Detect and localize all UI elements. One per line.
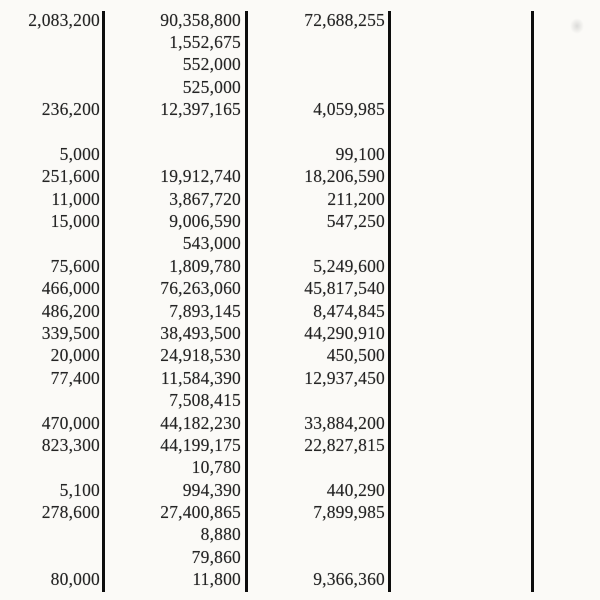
table-row [0,434,600,456]
amount-cell-col1: 77,400 [50,367,100,388]
amount-cell-col3 [241,120,385,142]
amount-cell-col1 [0,232,100,254]
amount-cell-col2: 44,182,230 [160,412,241,433]
amount-cell-col3: 4,059,985 [313,99,385,120]
amount-cell-col1: 470,000 [41,412,100,433]
amount-cell-col3 [241,523,385,545]
amount-cell-col2: 27,400,865 [160,502,241,523]
amount-cell-col2: 44,199,175 [160,434,241,455]
amount-cell-col2: 90,358,800 [160,9,241,30]
table-row [0,389,600,411]
table-row [0,568,600,590]
amount-cell-col3: 440,290 [326,479,385,500]
amount-cell-col3: 211,200 [327,188,385,209]
table-row [0,501,600,523]
amount-cell-col3: 547,250 [326,211,385,232]
amount-cell-col2: 11,584,390 [160,367,241,388]
amount-cell-col2: 1,809,780 [169,255,241,276]
amount-cell-col3: 450,500 [326,345,385,366]
amount-cell-col3: 72,688,255 [304,9,385,30]
table-row [0,31,600,53]
amount-cell-col1: 5,100 [59,479,100,500]
amount-cell-col1: 251,600 [41,166,100,187]
amount-cell-col1 [0,456,100,478]
amount-cell-col1: 80,000 [50,569,100,590]
table-row [0,98,600,120]
amount-cell-col3: 8,474,845 [313,300,385,321]
amount-cell-col2: 7,508,415 [169,390,241,411]
amount-cell-col2: 543,000 [182,233,241,254]
amount-cell-col2: 12,397,165 [160,99,241,120]
amount-cell-col3 [241,389,385,411]
amount-cell-col3: 9,366,360 [313,569,385,590]
amount-cell-col2: 38,493,500 [160,322,241,343]
amount-cell-col3: 18,206,590 [304,166,385,187]
amount-cell-col3 [241,76,385,98]
amount-cell-col2: 9,006,590 [169,211,241,232]
scan-artifact [570,18,584,34]
table-row [0,546,600,568]
table-row [0,344,600,366]
amount-cell-col1: 75,600 [50,255,100,276]
amount-cell-col2: 24,918,530 [160,345,241,366]
table-row [0,277,600,299]
amount-cell-col1: 15,000 [50,211,100,232]
table-row [0,367,600,389]
amount-cell-col1: 11,000 [51,188,100,209]
amount-cell-col2 [100,120,241,142]
table-row [0,143,600,165]
amount-cell-col1 [0,389,100,411]
amount-cell-col1: 823,300 [41,434,100,455]
amount-cell-col3: 22,827,815 [304,434,385,455]
amount-cell-col2: 10,780 [191,457,241,478]
table-row [0,232,600,254]
amount-cell-col3: 12,937,450 [304,367,385,388]
amount-cell-col3 [241,456,385,478]
table-row [0,53,600,75]
amount-cell-col1: 466,000 [41,278,100,299]
amount-cell-col3: 99,100 [335,143,385,164]
amount-cell-col1: 5,000 [59,143,100,164]
amount-cell-col3: 44,290,910 [304,322,385,343]
table-row [0,456,600,478]
amount-cell-col2: 994,390 [182,479,241,500]
amount-cell-col2: 19,912,740 [160,166,241,187]
amount-cell-col1 [0,31,100,53]
amount-cell-col3 [241,546,385,568]
amount-cell-col1: 2,083,200 [28,9,100,30]
amount-cell-col1: 20,000 [50,345,100,366]
amount-cell-col2: 7,893,145 [169,300,241,321]
amount-cell-col2: 1,552,675 [169,31,241,52]
amount-cell-col2: 8,880 [200,524,241,545]
amount-cell-col3 [241,31,385,53]
amount-cell-col1: 486,200 [41,300,100,321]
table-row [0,188,600,210]
amount-cell-col3: 45,817,540 [304,278,385,299]
amount-cell-col1 [0,53,100,75]
table-row [0,165,600,187]
table-row [0,412,600,434]
table-row [0,255,600,277]
amount-cell-col1: 339,500 [41,322,100,343]
amount-cell-col1 [0,76,100,98]
amount-cell-col2: 76,263,060 [160,278,241,299]
ledger-rows [0,9,600,591]
amount-cell-col1 [0,523,100,545]
table-row [0,120,600,142]
amount-cell-col2: 552,000 [182,54,241,75]
table-row [0,300,600,322]
table-row [0,479,600,501]
amount-cell-col1 [0,120,100,142]
table-row [0,9,600,31]
amount-cell-col2: 525,000 [182,76,241,97]
table-row [0,210,600,232]
amount-cell-col3: 5,249,600 [313,255,385,276]
table-row [0,322,600,344]
amount-cell-col1: 236,200 [41,99,100,120]
amount-cell-col2: 11,800 [192,569,241,590]
amount-cell-col2: 79,860 [191,546,241,567]
amount-cell-col3 [241,53,385,75]
amount-cell-col2 [100,143,241,165]
amount-cell-col2: 3,867,720 [169,188,241,209]
amount-cell-col3: 7,899,985 [313,502,385,523]
amount-cell-col1: 278,600 [41,502,100,523]
table-row [0,523,600,545]
amount-cell-col1 [0,546,100,568]
table-row [0,76,600,98]
amount-cell-col3: 33,884,200 [304,412,385,433]
amount-cell-col3 [241,232,385,254]
